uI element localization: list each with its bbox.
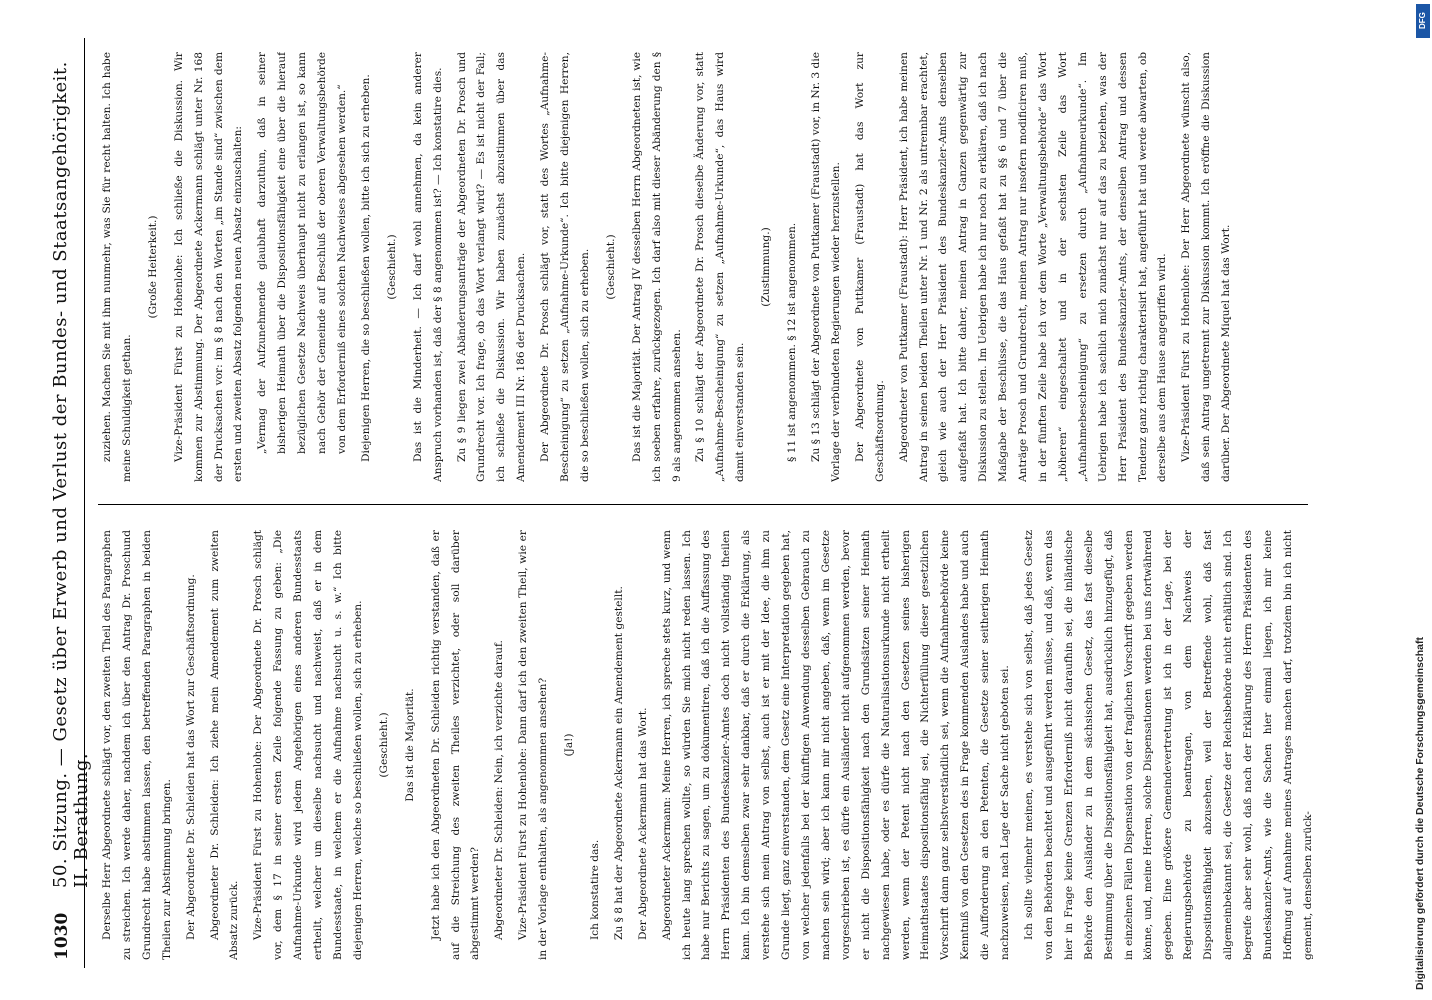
text-column-right bbox=[98, 52, 1318, 482]
paragraph: Zu § 8 hat der Abgeordnete Ackermann ein Amendement gestellt. bbox=[612, 586, 625, 940]
dfg-sidebar bbox=[1414, 0, 1432, 1000]
rotated-page bbox=[40, 38, 1330, 968]
paragraph: Ich sollte vielmehr meinen, es verstehe sich von selbst, daß jedes Gesetz von den Behörden beachtet und ausgeführt werden müsse, und daß, wenn das hier in Frage keine Grenzen Erforderniß nicht daraufhin sei, die inländische Behörde den Ausländer zu in dem sächsischen Gesetz, das fast dieselbe Bestimmung über die Dispositionsfähigkeit hat, ausdrücklich hinzugefügt, daß in einzelnen Fällen Dispensation von der fraglichen Vorschrift gegeben werden könne, und, meine Herren, solche Dispensationen werden bei uns fortwährend gegeben. Eine größere Gemeindevertretung ist ich in der Lage, bei der Regierungsbehörde zu beantragen, von dem Nachweis der Dispositionsfähigkeit abzusehen, weil der Betreffende wohl, daß fast allgemeinbekannt sei, die Gesetze der Reichsbehörde nicht erhältlich sind. Ich begreife aber sehr wohl, daß nach der Erklärung des Herrn Präsidenten des Bundeskanzler-Amts, wie die Sachen hier einmal liegen, ich mir keine Hoffnung auf Annahme meines Antrages machen darf, trotzdem bin ich nicht gemeint, denselben zurück- bbox=[1022, 530, 1314, 960]
dfg-notice: Digitalisierung gefördert durch die Deutsche Forschungsgemeinschaft bbox=[1414, 637, 1426, 990]
paragraph: Der Abgeordnete Dr. Prosch schlägt vor, statt des Wortes „Aufnahme-Bescheinigung“ zu setzen „Aufnahme-Urkunde“. Ich bitte diejenigen Herren, die so beschließen wollen, sich zu erheben. bbox=[539, 52, 591, 482]
page-title: 50. Sitzung. — Gesetz über Erwerb und Verlust der Bundes- und Staatsangehörigkeit. II. Berathung. bbox=[50, 61, 92, 888]
paragraph: zuziehen. Machen Sie mit ihm nunmehr, was Sie für recht halten. Ich habe meine Schuldigkeit gethan. bbox=[101, 52, 133, 482]
paragraph: Zu § 10 schlägt der Abgeordnete Dr. Prosch dieselbe Änderung vor, statt „Aufnahme-Bescheinigung“ zu setzen „Aufnahme-Urkunde“, das Haus wird damit einverstanden sein. bbox=[694, 52, 747, 482]
paragraph: Ich konstatire das. bbox=[588, 839, 601, 940]
paragraph: (Große Heiterkeit.) bbox=[146, 215, 159, 319]
paragraph: Zu § 9 liegen zwei Abänderungsanträge der Abgeordneten Dr. Prosch und Grundrecht vor. Ich frage, ob das Wort verlangt wird? — Es ist nicht der Fall; ich schließe die Diskussion. Wir haben zunächst abzustimmen über das Amendement III Nr. 186 der Drucksachen. bbox=[455, 52, 528, 482]
paragraph: Diejenigen Herren, die so beschließen wollen, bitte ich sich zu erheben. bbox=[359, 74, 372, 462]
paragraph: Das ist die Minderheit. — Ich darf wohl annehmen, da kein anderer Anspruch vorhanden ist, daß der § 8 angenommen ist? — Ich konstatire dies. bbox=[411, 52, 444, 482]
paragraph: Der Abgeordnete von Puttkamer (Fraustadt) hat das Wort zur Geschäftsordnung. bbox=[853, 52, 886, 482]
paragraph: (Geschieht.) bbox=[604, 234, 617, 300]
paragraph: Abgeordneter Dr. Schleiden: Ich ziehe mein Amendement zum zweiten Absatz zurück. bbox=[208, 530, 241, 960]
paragraph: Vize-Präsident Fürst zu Hohenlohe: Der Abgeordnete Dr. Prosch schlägt vor, dem § 17 in seiner ersten Zeile folgende Fassung zu geben: „Die Aufnahme-Urkunde wird jedem Angehörigen eines anderen Bundesstaats ertheilt, welcher um dieselbe nachsucht und nachweist, daß er in dem Bundesstaate, in welchem er die Aufnahme nachsucht u. s. w.“ Ich bitte diejenigen Herren, welche so beschließen wollen, sich zu erheben. bbox=[252, 530, 364, 960]
paragraph: Vize-Präsident Fürst zu Hohenlohe: Der Herr Abgeordnete wünscht also, daß sein Antrag ungetrennt zur Diskussion kommt. Ich eröffne die Diskussion darüber. Der Abgeordnete Miquel hat das Wort. bbox=[1180, 52, 1233, 482]
paragraph: Vize-Präsident Fürst zu Hohenlohe: Ich schließe die Diskussion. Wir kommen zur Abstimmung. Der Abgeordnete Ackermann schlägt unter Nr. 168 der Drucksachen vor: im § 8 nach den Worten „im Stande sind“ zwischen dem ersten und zweiten Absatz folgenden neuen Absatz einzuschalten: bbox=[172, 52, 245, 482]
paragraph: Der Abgeordnete Ackermann hat das Wort. bbox=[636, 707, 649, 940]
paragraph: Das ist die Majorität. bbox=[403, 688, 416, 802]
paragraph: Vize-Präsident Fürst zu Hohenlohe: Dann darf ich den zweiten Theil, wie er in der Vorlage enthalten, als angenommen ansehen? bbox=[517, 530, 550, 960]
paragraph: § 11 ist angenommen. § 12 ist angenommen. bbox=[786, 222, 799, 462]
paragraph: (Zustimmung.) bbox=[760, 227, 773, 307]
dfg-logo: DFG bbox=[1416, 4, 1430, 38]
paragraph: Derselbe Herr Abgeordnete schlägt vor, den zweiten Theil des Paragraphen zu streichen. Ich werde daher, nachdem ich über den Antrag Dr. Proschund Grundrecht habe abstimmen lassen, den betreffenden Paragraphen in beiden Theilen zur Abstimmung bringen. bbox=[101, 530, 173, 960]
paragraph: Abgeordneter Dr. Schleiden: Nein, ich verzichte darauf. bbox=[493, 640, 506, 940]
paragraph: Jetzt habe ich den Abgeordneten Dr. Schleiden richtig verstanden, daß er auf die Streichung des zweiten Theiles verzichtet, oder soll darüber abgestimmt werden? bbox=[429, 530, 482, 960]
paragraph: (Geschieht.) bbox=[385, 234, 398, 300]
paragraph: Abgeordneter von Puttkamer (Fraustadt): Herr Präsident, ich habe meinen Antrag in seinen beiden Theilen unter Nr. 1 und Nr. 2 als untrennbar erachtet, gleich wie auch der Herr Präsident des Bundeskanzler-Amts denselben aufgefaßt hat. Ich bitte daher, meinen Antrag in Ganzen gegenwärtig zur Diskussion zu stellen. Im Uebrigen habe ich nur noch zu erklären, daß ich nach Maßgabe der Beschlüsse, die das Haus gefaßt hat zu §§ 6 und 7 über die Anträge Prosch und Grundrecht, meinen Antrag nur insofern modificiren muß, in der fünften Zeile habe ich vor dem Worte „Verwaltungsbehörde“ das Wort „höheren“ eingeschaltet und in der sechsten Zeile das Wort „Aufnahmebescheinigung“ zu ersetzen durch „Aufnahmeurkunde“. Im Uebrigen habe ich sachlich mich zunächst nur auf das zu beziehen, was der Herr Präsident des Bundeskanzler-Amts, der denselben Antrag und dessen Tendenz ganz richtig charakterisirt hat, angeführt hat und werde abwarten, ob derselbe aus dem Hause angegriffen wird. bbox=[897, 52, 1169, 482]
paragraph: Abgeordneter Ackermann: Meine Herren, ich spreche stets kurz, und wenn ich heute lang sprechen wollte, so würden Sie mich nicht reden lassen. Ich habe nur Berichts zu sagen, um zu dokumentiren, daß ich die Auffassung des Herrn Präsidenten des Bundeskanzler-Amtes doch nicht vollständig theilen kann. Ich bin demselben zwar sehr dankbar, daß er durch die Erklärung, als verstehe sich mein Antrag von selbst, auch ist er mit der Idee, die ihm zu Grunde liegt, ganz einverstanden, dem Gesetz eine Interpretation gegeben hat, von welcher jedenfalls bei der künftigen Anwendung desselben Gebrauch zu machen sein wird; aber ich kann mir nicht angeben, daß, wenn im Gesetze vorgeschrieben ist, es dürfe ein Ausländer nicht aufgenommen werden, bevor er nicht die Dispositionsfähigkeit nach den Grundsätzen seiner Heimath nachgewiesen habe, oder es dürfe die Naturalisationsurkunde nicht ertheilt werden, wenn der Petent nicht nach den Gesetzen seines bisherigen Heimathstaates dispositionsfähig sei, die Nichterfüllung dieser gesetzlichen Vorschrift dann ganz selbstverständlich sei, wenn die Aufnahmebehörde keine Kenntniß von den Gesetzen des in Frage kommenden Auslandes habe und auch die Aufforderung an den Petenten, die Gesetze seiner seitherigen Heimath nachzuweisen, nach Lage der Sache nicht geboten sei. bbox=[660, 530, 1012, 960]
text-column-left bbox=[98, 530, 1318, 960]
paragraph: Zu § 13 schlägt der Abgeordnete von Puttkamer (Fraustadt) vor, in Nr. 3 die Vorlage der verbündeten Regierungen wieder herzustellen. bbox=[810, 52, 842, 482]
paragraph: „Vermag der Aufzunehmende glaubhaft darzuthun, daß in seiner bisherigen Heimath über die Dispositionsfähigkeit eine über die hierauf bezüglichen Gesetze Nachweis überhaupt nicht zu erlangen ist, so kann nach Gehör der Gemeinde auf Beschluß der oberen Verwaltungsbehörde von dem Erforderniß eines solchen Nachweises abgesehen werden.“ bbox=[256, 52, 348, 454]
paragraph: (Geschieht.) bbox=[377, 712, 390, 778]
paragraph: Das ist die Majorität. Der Antrag IV desselben Herrn Abgeordneten ist, wie ich soeben erfahre, zurückgezogen. Ich darf also mit dieser Abänderung den § 9 als angenommen ansehen. bbox=[630, 52, 683, 482]
page-number: 1030 bbox=[52, 912, 72, 960]
page-header bbox=[40, 38, 92, 968]
column-divider bbox=[98, 504, 1308, 505]
paragraph: Der Abgeordnete Dr. Schleiden hat das Wort zur Geschäftsordnung. bbox=[184, 574, 197, 940]
paragraph: (Ja!) bbox=[563, 733, 576, 757]
